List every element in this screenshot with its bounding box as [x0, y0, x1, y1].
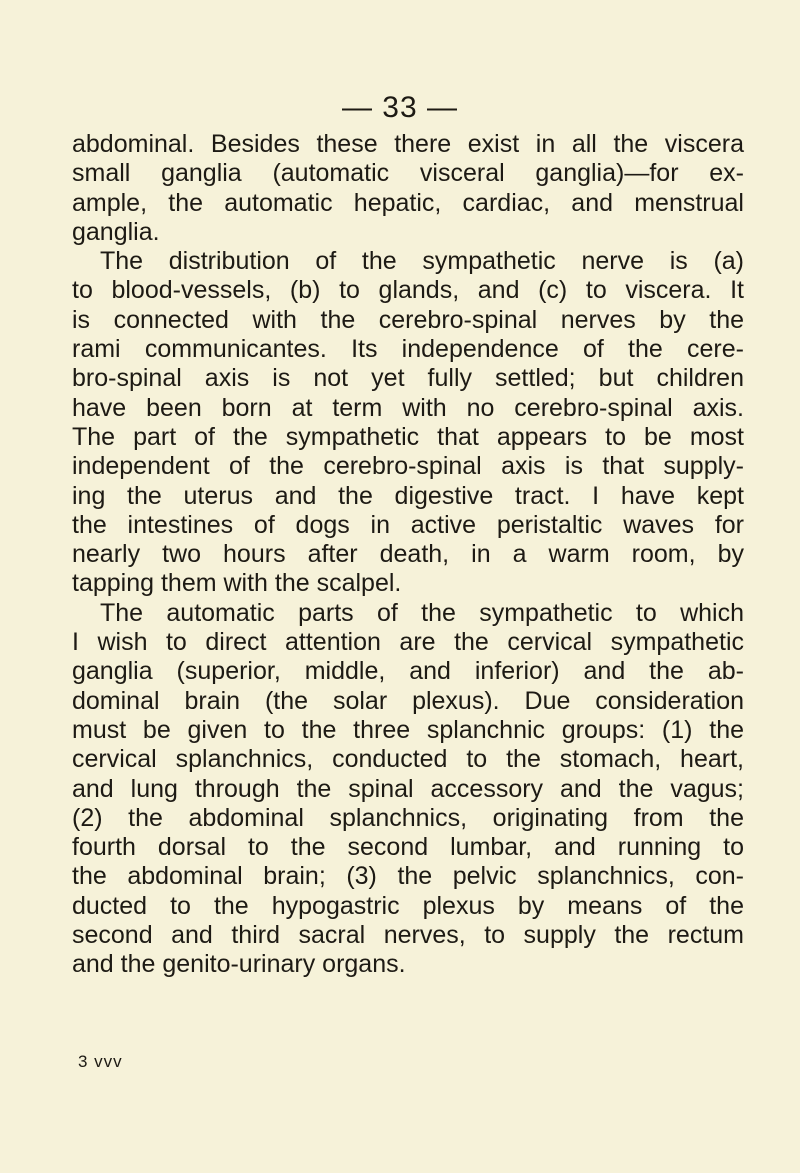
text-line: and lung through the spinal accessory and the vagus; [72, 774, 744, 803]
body-text [72, 130, 744, 980]
text-line: small ganglia (automatic visceral ganglia)—for ex- [72, 159, 744, 188]
text-line: ganglia. [72, 217, 160, 246]
text-line: The distribution of the sympathetic nerve is (a) [100, 247, 744, 276]
text-line: second and third sacral nerves, to supply the rectum [72, 921, 744, 950]
text-line: ducted to the hypogastric plexus by means of the [72, 891, 744, 920]
text-line: have been born at term with no cerebro-spinal axis. [72, 393, 744, 422]
text-line: abdominal. Besides these there exist in all the viscera [72, 130, 744, 158]
text-line: the intestines of dogs in active peristaltic waves for [72, 510, 744, 539]
text-line: bro-spinal axis is not yet fully settled; but children [72, 364, 744, 393]
text-line: ample, the automatic hepatic, cardiac, and menstrual [72, 188, 744, 217]
text-line: rami communicantes. Its independence of the cere- [72, 335, 744, 364]
text-line: The part of the sympathetic that appears to be most [72, 422, 744, 451]
text-line: and the genito-urinary organs. [72, 950, 406, 979]
text-line: cervical splanchnics, conducted to the stomach, heart, [72, 745, 744, 774]
text-line: The automatic parts of the sympathetic to which [100, 598, 744, 627]
text-line: must be given to the three splanchnic groups: (1) the [72, 715, 744, 744]
text-line: ing the uterus and the digestive tract. I have kept [72, 481, 744, 510]
text-line: the abdominal brain; (3) the pelvic splanchnics, con- [72, 862, 744, 891]
signature-mark: 3 vvv [78, 1052, 123, 1071]
text-line: I wish to direct attention are the cervical sympathetic [72, 628, 744, 657]
text-line: tapping them with the scalpel. [72, 569, 402, 598]
text-line: is connected with the cerebro-spinal nerves by the [72, 305, 744, 334]
text-line: fourth dorsal to the second lumbar, and running to [72, 833, 744, 862]
text-line: (2) the abdominal splanchnics, originating from the [72, 803, 744, 832]
page-number: — 33 — [341, 91, 459, 124]
text-line: independent of the cerebro-spinal axis is that supply- [72, 452, 744, 481]
text-line: to blood-vessels, (b) to glands, and (c) to viscera. It [72, 276, 744, 305]
text-line: nearly two hours after death, in a warm room, by [72, 540, 744, 569]
text-line: ganglia (superior, middle, and inferior) and the ab- [72, 657, 744, 686]
text-line: dominal brain (the solar plexus). Due consideration [72, 686, 744, 715]
